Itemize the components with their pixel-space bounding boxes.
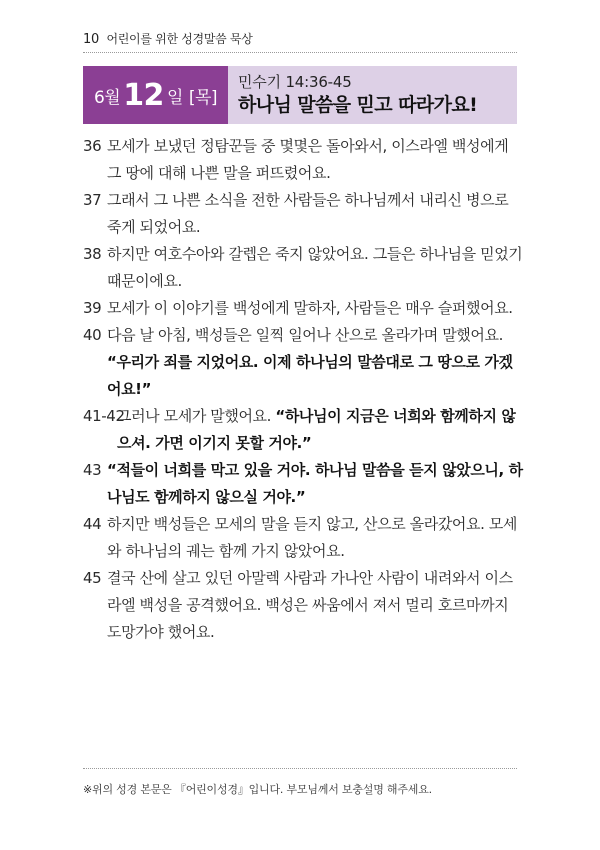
page-number: 10 (83, 32, 99, 47)
verse-text: 그래서 그 나쁜 소식을 전한 사람들은 하나님께서 내리신 병으로 죽게 되었어요. (107, 191, 509, 236)
footer-divider (83, 768, 517, 769)
verse-text: 모세가 이 이야기를 백성에게 말하자, 사람들은 매우 슬퍼했어요. (107, 299, 513, 317)
verse-number: 36 (83, 137, 102, 155)
verse-44 (83, 511, 523, 565)
footnote: ※위의 성경 본문은 『어린이성경』입니다. 부모님께서 보충설명 해주세요. (83, 783, 432, 796)
page-title: 하나님 말씀을 믿고 따라가요! (238, 94, 478, 116)
book-title: 어린이를 위한 성경말씀 묵상 (106, 32, 253, 46)
verse-number: 39 (83, 299, 102, 317)
verse-number: 41-42 (83, 407, 125, 425)
date-weekday: [목] (188, 87, 218, 108)
date-month: 6월 (93, 87, 121, 108)
verse-text: 하지만 백성들은 모세의 말을 듣지 않고, 산으로 올라갔어요. 모세와 하나님의 궤는 함께 가지 않았어요. (107, 515, 518, 560)
verse-36 (83, 133, 523, 187)
verse-quote: “우리가 죄를 지었어요. 이제 하나님의 말씀대로 그 땅으로 가겠어요!” (107, 353, 513, 398)
verse-number: 45 (83, 569, 102, 587)
verse-list (83, 133, 523, 646)
verse-43 (83, 457, 523, 511)
verse-text: 다음 날 아침, 백성들은 일찍 일어나 산으로 올라가며 말했어요. (107, 326, 503, 344)
running-header (83, 30, 253, 47)
verse-quote: “하나님이 지금은 너희와 함께하지 않으셔. 가면 이기지 못할 거야.” (117, 407, 516, 452)
verse-45 (83, 565, 523, 646)
verse-number: 38 (83, 245, 102, 263)
verse-number: 40 (83, 326, 102, 344)
scripture-reference: 민수기 14:36-45 (238, 73, 352, 91)
verse-text: 결국 산에 살고 있던 아말렉 사람과 가나안 사람이 내려와서 이스라엘 백성을 공격했어요. 백성은 싸움에서 져서 멀리 호르마까지 도망가야 했어요. (107, 569, 513, 641)
header-divider (83, 52, 517, 53)
verse-text: 모세가 보냈던 정탐꾼들 중 몇몇은 돌아와서, 이스라엘 백성에게 그 땅에 대해 나쁜 말을 퍼뜨렸어요. (107, 137, 509, 182)
verse-40 (83, 322, 523, 403)
date-box (83, 66, 228, 124)
verse-text: 하지만 여호수아와 갈렙은 죽지 않았어요. 그들은 하나님을 믿었기 때문이에요. (107, 245, 523, 290)
date-day: 12 (123, 77, 164, 113)
verse-39 (83, 295, 523, 322)
verse-37 (83, 187, 523, 241)
verse-number: 43 (83, 461, 102, 479)
verse-number: 44 (83, 515, 102, 533)
title-band (83, 66, 517, 124)
title-panel (228, 66, 517, 124)
verse-number: 37 (83, 191, 102, 209)
verse-38 (83, 241, 523, 295)
verse-41-42 (83, 403, 523, 457)
date-day-suffix: 일 (166, 87, 183, 108)
verse-text: 그러나 모세가 말했어요. (117, 407, 276, 425)
verse-quote: “적들이 너희를 막고 있을 거야. 하나님 말씀을 듣지 않았으니, 하나님도 함께하지 않으실 거야.” (107, 461, 523, 506)
